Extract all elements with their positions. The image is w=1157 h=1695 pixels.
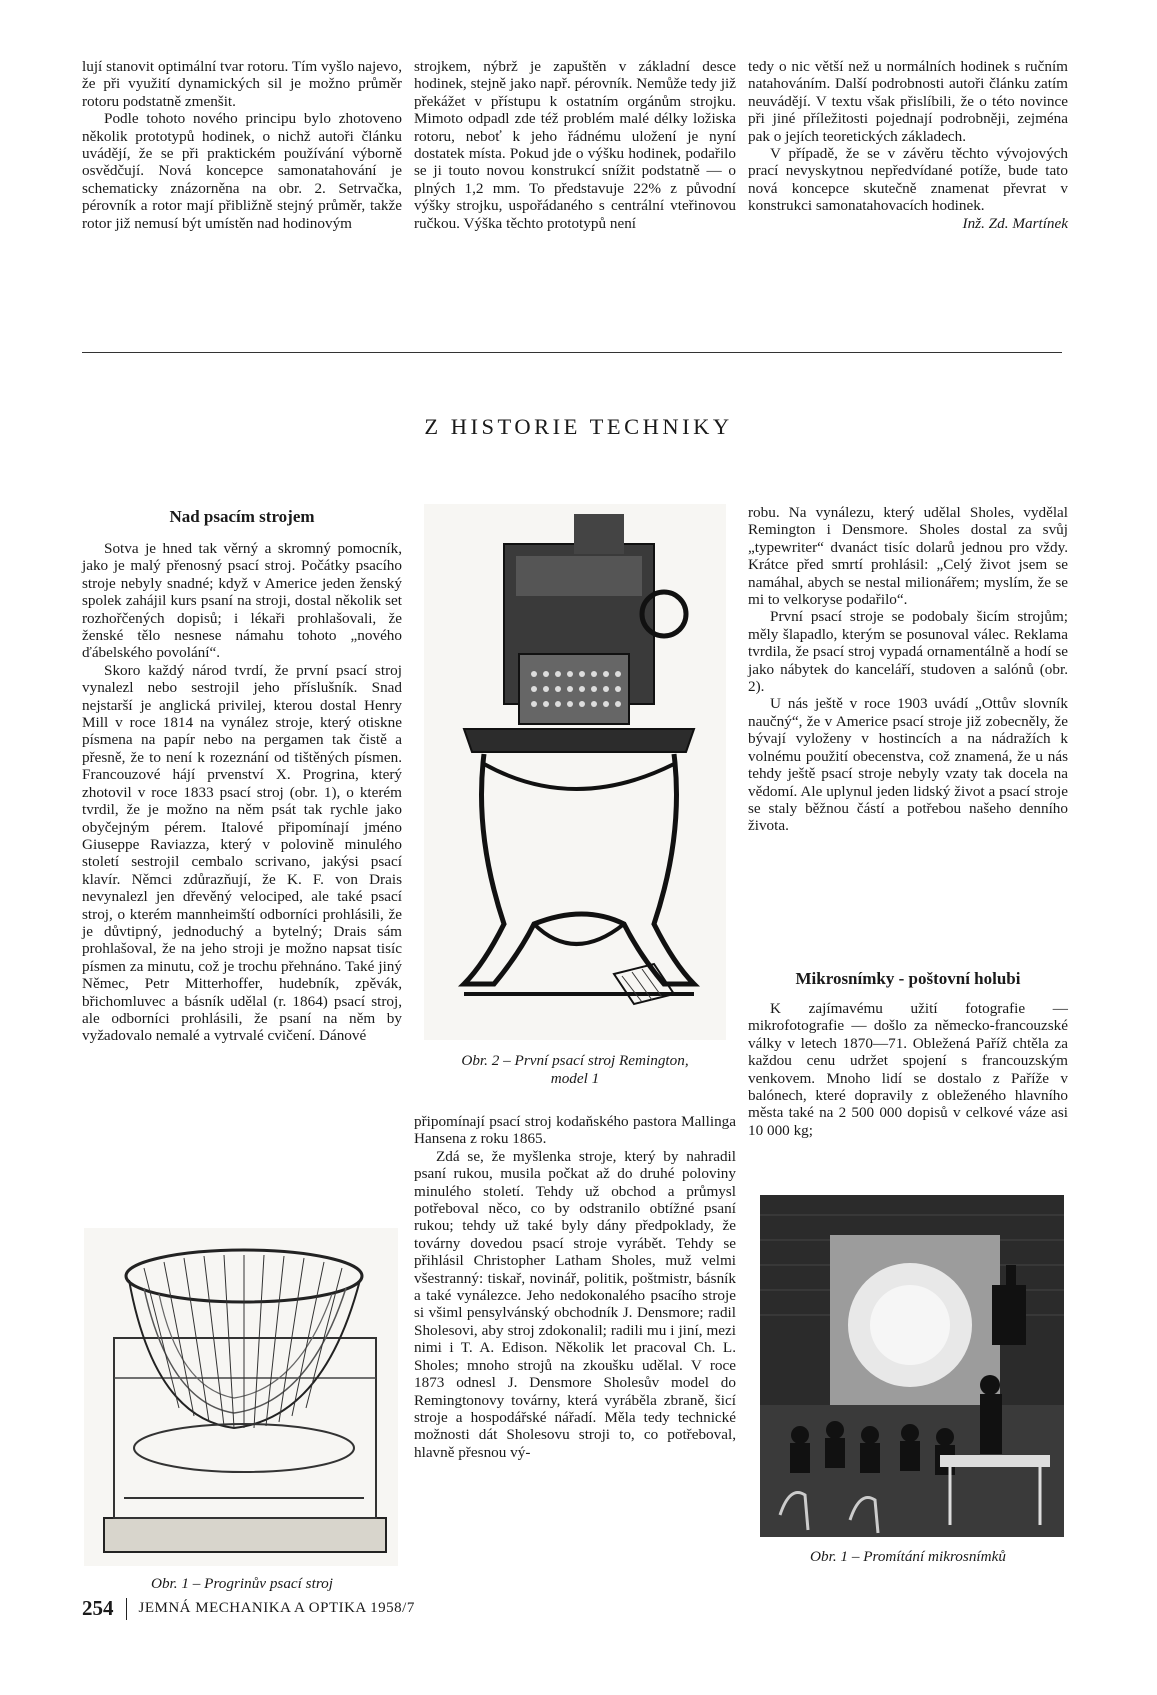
paragraph: Zdá se, že myšlenka stroje, který by nahradil psaní rukou, musila počkat až do druhé poloviny minulého století. Tehdy už obchod a průmysl potřeboval něco, co by odstranilo obtížné psaní rukou; tehdy už také byly dány předpoklady, že továrny dovedou psací stroje vyrábět. Tehdy se přihlásil Christopher Latham Sholes, muž velmi všestranný: tiskař, novinář, politik, poštmistr, básník a také vynálezce. Jeho nedokonalého psacího stroje si všiml pensylvánský obchodník J. Densmore; radil Sholesovi, aby stroj zdokonalil; radili mu i jiní, mezi nimi i T. A. Edison. Několik let pracoval Ch. L. Sholes; mnoho strojů na zkoušku udělal. V roce 1873 odnesl J. Densmore Sholesův model do Remingtonovy továrny, která vyráběla zbraně, šicí stroje a hospodářské nářadí. Měla tedy technické možnosti dát Sholesovu stroji to, co potřeboval, hlavně přesnou vý- [414,1147,736,1461]
paragraph: Sotva je hned tak věrný a skromný pomocník, jako je malý přenosný psací stroj. Počátky psacího stroje nebyly snadné; když v Americe jeden ženský spolek zahájil kurs psaní na stroji, dostal několik set rozhořčených dopisů; i lékaři prohlašovali, že ženské tělo nesnese námahu tohoto „nového ďábelského povolání“. [82,540,402,662]
paragraph: K zajímavému užití fotografie — mikrofotografie — došlo za německo-francouzské války v letech 1870—71. Obležená Paříž chtěla za každou cenu udržet spojení s francouzským venkovem. Mnoho lidí se dostalo z Paříže v balónech, které dopravily z obleženého hlavního města také na 2 500 000 dopisů v celkové váze asi 10 000 kg; [748,1000,1068,1139]
journal-name: JEMNÁ MECHANIKA A OPTIKA 1958/7 [138,1600,415,1616]
article1-column-3 [748,504,1068,835]
page-number: 254 [82,1596,114,1620]
paragraph: První psací stroje se podobaly šicím strojům; měly šlapadlo, kterým se posunoval válec. Reklama tvrdila, že psací stroj vypadá ornamentálně a hodí se jako nábytek do kanceláří, studoven a salónů (obr. 2). [748,608,1068,696]
article1-column-2 [414,1113,736,1461]
figure-caption: Obr. 1 – Progrinův psací stroj [151,1575,333,1592]
top-column-1 [82,58,402,232]
section-title: Z HISTORIE TECHNIKY [424,414,733,439]
remington-typewriter-illustration [424,504,726,1040]
paragraph: U nás ještě v roce 1903 uvádí „Ottův slovník naučný“, že v Americe psací stroje již zobecněly, že bývají vyloženy v hostincích a na nádražích k volnému použití obecenstva, což znamená, že u nás tehdy ještě psací stroje nebyly vzaty tak docela na vědomí. Ale uplynul jeden lidský život a psací stroje se staly běžnou částí a potřebou našeho denního života. [748,695,1068,835]
paragraph: robu. Na vynálezu, který udělal Sholes, vydělal Remington i Densmore. Sholes dostal za svůj „typewriter“ dvanáct tisíc dolarů jednou pro vždy. Krátce před smrtí prohlásil: „Celý život jsem se namáhal, abych se nestal milionářem; myslím, že se mi to velkoryse podařilo“. [748,504,1068,609]
article1-column-1 [82,540,402,1045]
article-heading: Mikrosnímky - poštovní holubi [795,969,1021,988]
page-footer [82,1596,415,1621]
typewriter-drawing-icon [84,1228,398,1566]
figure-caption [414,1052,736,1088]
top-column-3 [748,58,1068,232]
article2-column [748,1000,1068,1139]
paragraph: strojkem, nýbrž je zapuštěn v základní desce hodinek, stejně jako např. pérovník. Nemůže tedy již překážet v přístupu k ostatním orgánům strojku. Mimoto odpadl zde též problém malé délky ložiska rotoru, neboť k jeho řádnému uložení je nyní dostatek místa. Pokud jde o výšku hodinek, podařilo se ji touto novou konstrukcí snížit podstatně — o plných 1,2 mm. To představuje 22% z původní výšky strojku, uspořádaného s centrální vteřinovou ručkou. Výška těchto prototypů není [414,58,736,232]
progrin-typewriter-illustration [84,1228,398,1566]
paragraph: lují stanovit optimální tvar rotoru. Tím vyšlo najevo, že při využití dynamických sil je možno průměr rotoru podstatně zmenšit. [82,58,402,110]
remington-typewriter-icon [424,504,726,1040]
article-heading: Nad psacím strojem [169,507,315,526]
figure-caption-line: model 1 [550,1070,600,1087]
microfilm-projection-illustration [760,1195,1064,1537]
paragraph: Skoro každý národ tvrdí, že první psací stroj vynalezl nebo sestrojil jeho příslušník. Snad nejstarší je anglická privilej, kterou dostal Henry Mill v roce 1814 na vynález stroje, který otiskne písmena na papír nebo na pergamen tak čistě a přesně, že to není k rozeznání od tištěných písmen. Francouzové hájí prvenství X. Progrina, který zhotovil v roce 1833 psací stroj (obr. 1), o kterém tvrdil, že je možno na něm psát tak rychle jako obyčejným pérem. Italové připomínají jméno Giuseppe Raviazza, který v polovině minulého století sestrojil cembalo scrivano, jakýsi psací klavír. Němci zdůrazňují, že K. F. von Drais nevynalezl jen dřevěný velociped, ale také psací stroj, o kterém mannheimští odborníci prohlásili, že je důvtipný, jednoduchý a bytelný; Drais sám prohlašoval, že na jeho stroji je možno napsat tisíc písmen za minutu, což je trochu přehnáno. Také jiný Němec, Petr Mitterhoffer, hudebník, zpěvák, břichomluvec a básník udělal (r. 1864) psací stroj, ale odborníci prohlásili, že psaní na něm by vyžadovalo nemalé a vytrvalé cvičení. Dánové [82,661,402,1045]
footer-separator [126,1598,127,1620]
top-column-2 [414,58,736,232]
paragraph: připomínají psací stroj kodaňského pastora Mallinga Hansena z roku 1865. [414,1113,736,1148]
projection-scene-icon [760,1195,1064,1537]
paragraph: Podle tohoto nového principu bylo zhotoveno několik prototypů hodinek, o nichž autoři článku uvádějí, že se při praktickém používání výborně osvědčují. Nová koncepce samonatahování je schematicky znázorněna na obr. 2. Setrvačka, pérovník a rotor mají přibližně stejný průměr, takže rotor již nemusí být umístěn nad hodinovým [82,110,402,232]
figure-caption: Obr. 1 – Promítání mikrosnímků [810,1548,1006,1565]
paragraph: tedy o nic větší než u normálních hodinek s ručním natahováním. Další podrobnosti autoři článku zatím neuvádějí. V textu však přislíbili, že o této novince při jiné příležitosti pojednají podrobněji, zejména pak o jejích teoretických základech. [748,58,1068,145]
author-signature: Inž. Zd. Martínek [962,214,1068,232]
paragraph: V případě, že se v závěru těchto vývojových prací nevyskytnou nepředvídané potíže, bude tato nová koncepce skutečně znamenat převrat v konstrukci samonatahovacích hodinek. [748,145,1068,215]
section-divider [82,352,1062,353]
figure-caption-line: Obr. 2 – První psací stroj Remington, [461,1052,689,1069]
